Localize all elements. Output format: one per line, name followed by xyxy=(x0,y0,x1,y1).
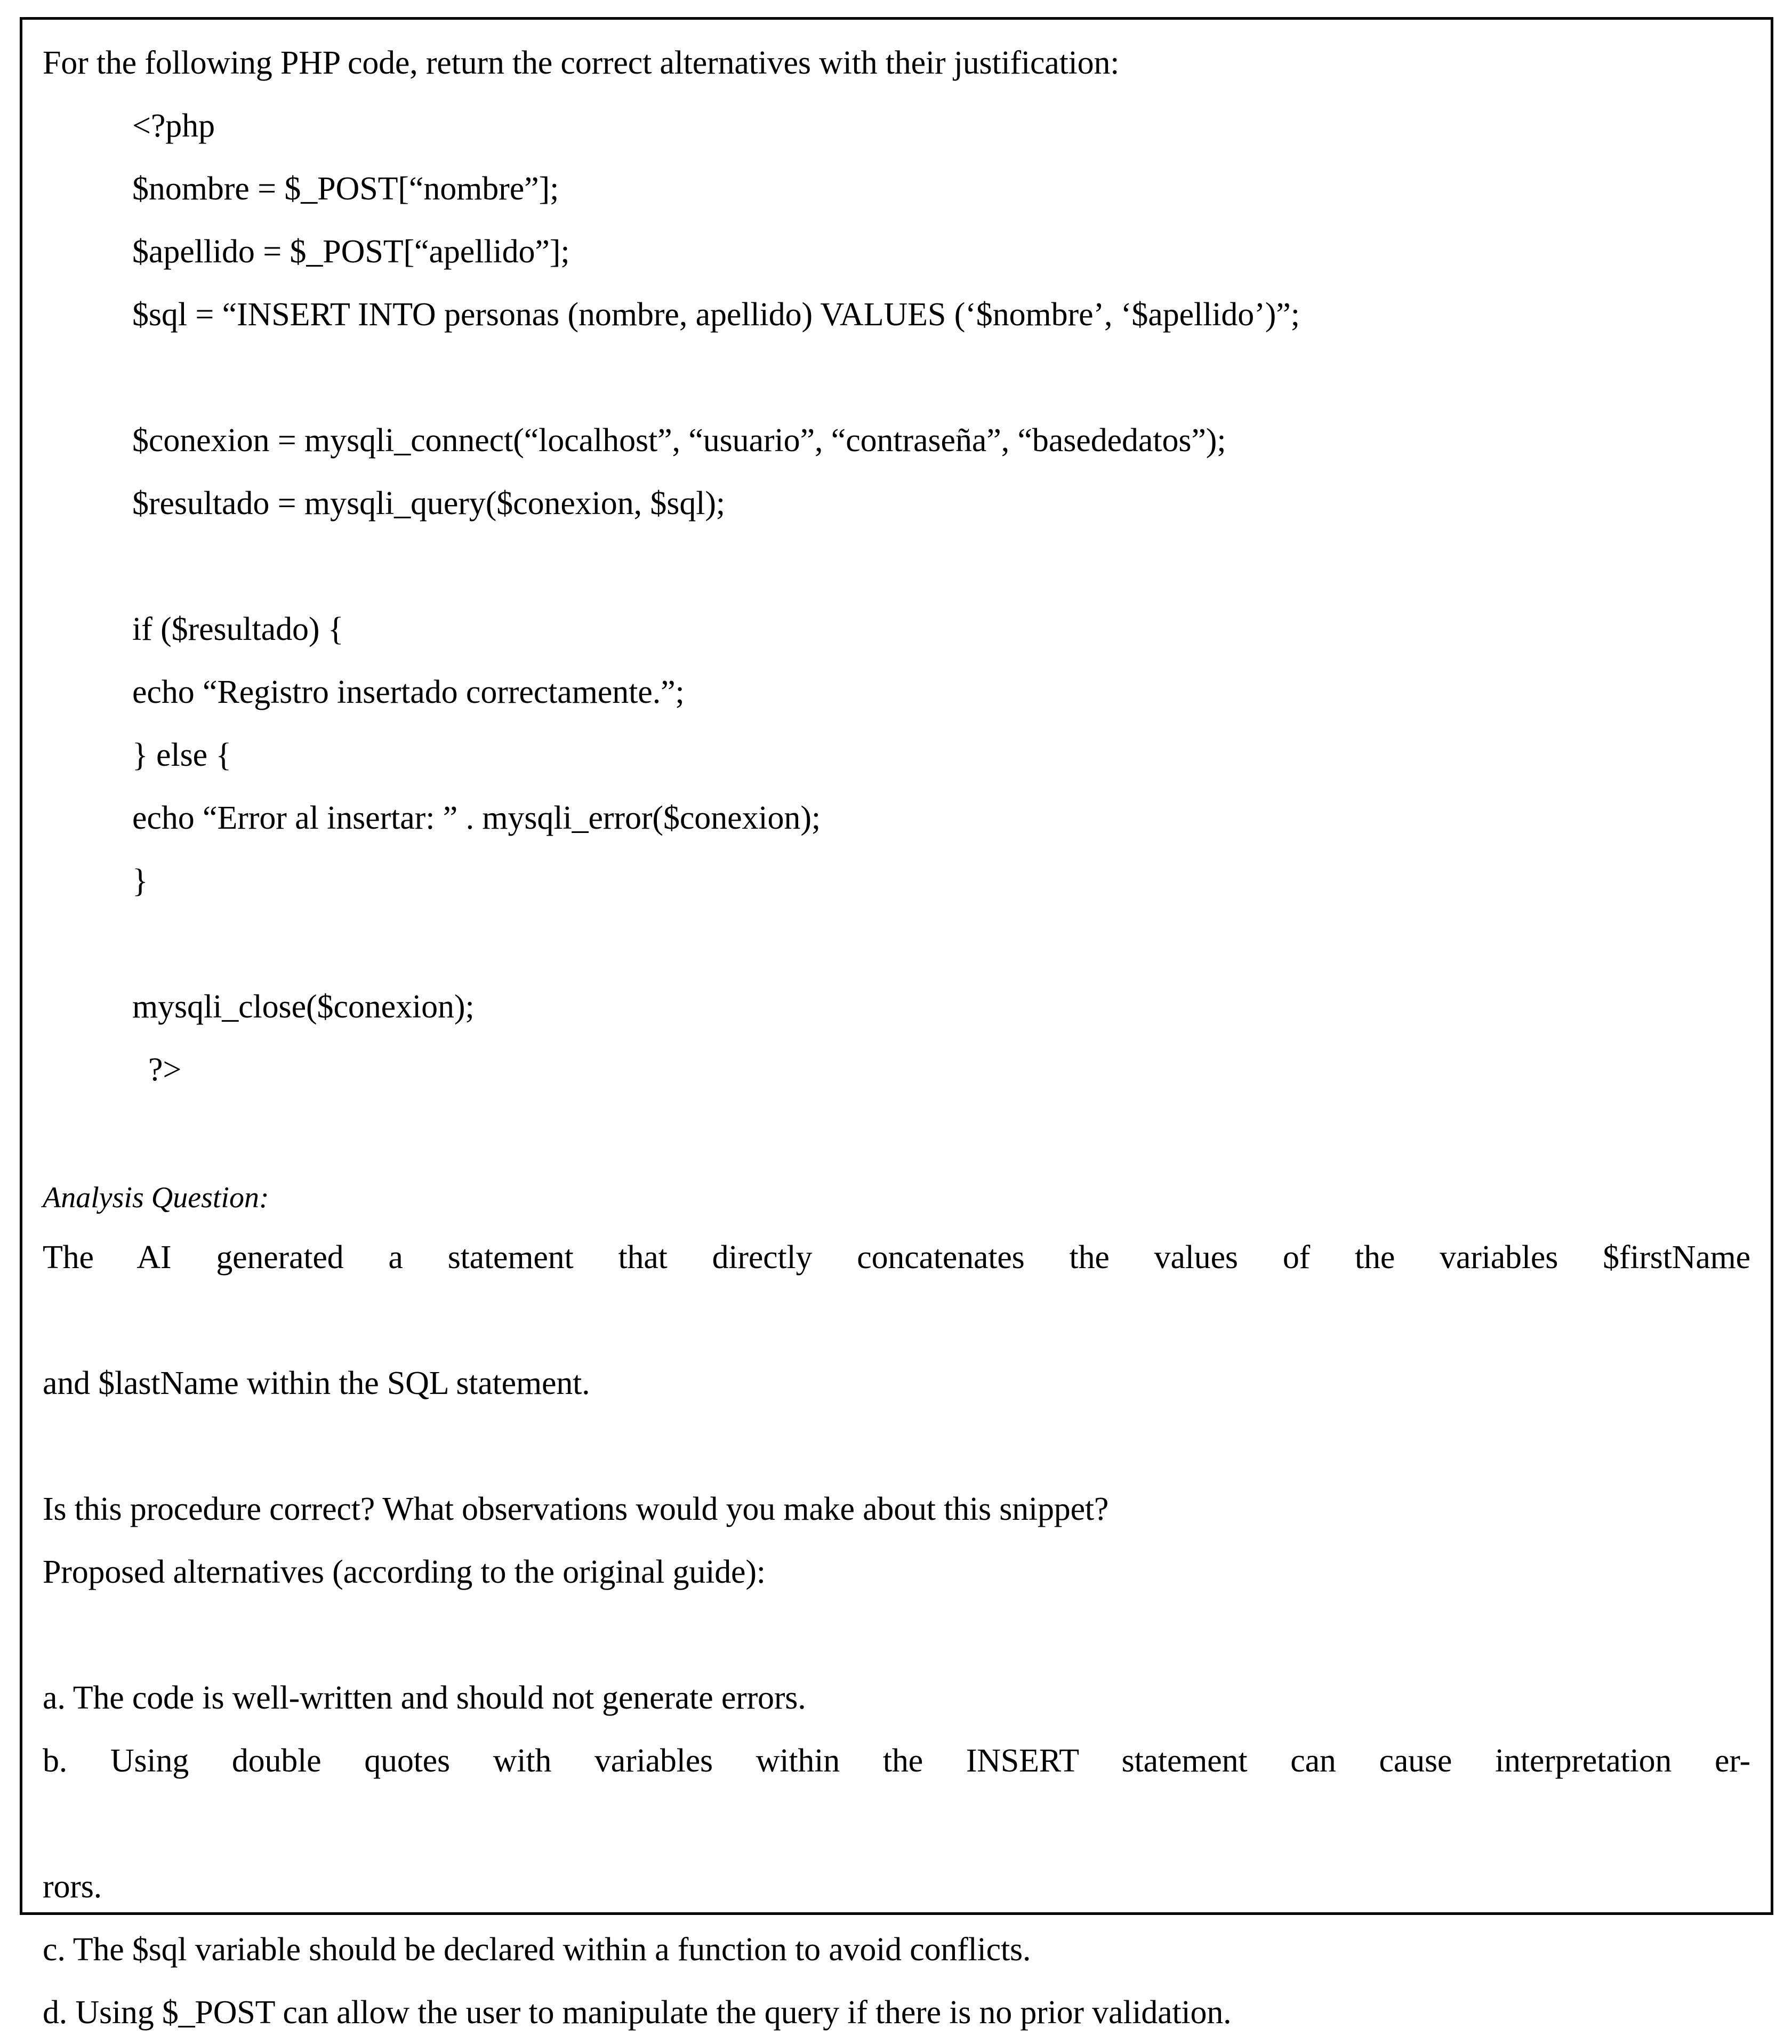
option-d-line-1: d. Using $_POST can allow the user to manipulate the query if there is no prior validation. xyxy=(43,1994,1232,2031)
code-line-mysqli-close: mysqli_close($conexion); xyxy=(132,989,475,1025)
spacer-after-analysis xyxy=(43,1415,1750,1478)
code-line-nombre-assign: $nombre = $_POST[“nombre”]; xyxy=(132,171,559,207)
alternatives-intro-line: Proposed alternatives (according to the original guide): xyxy=(43,1554,766,1590)
option-c xyxy=(43,1918,1750,1981)
code-line-apellido-assign: $apellido = $_POST[“apellido”]; xyxy=(132,234,570,270)
code-line-echo-error: echo “Error al insertar: ” . mysqli_error($conexion); xyxy=(132,800,821,836)
spacer-after-code xyxy=(43,1101,1750,1169)
code-line-resultado-assign: $resultado = mysqli_query($conexion, $sql); xyxy=(132,485,726,522)
code-line-blank-2 xyxy=(132,535,1750,598)
code-line-blank-1 xyxy=(132,346,1750,409)
option-a-line-1: a. The code is well-written and should not generate errors. xyxy=(43,1680,806,1716)
document-content xyxy=(22,20,1771,2031)
code-line-conexion-assign: $conexion = mysqli_connect(“localhost”, “usuario”, “contraseña”, “basededatos”); xyxy=(132,422,1226,459)
option-b-line-2: rors. xyxy=(43,1869,102,1905)
code-line-else: } else { xyxy=(132,737,232,773)
option-a xyxy=(43,1666,1750,1729)
code-line-php-open: <?php xyxy=(132,108,215,144)
document-border-frame xyxy=(20,17,1773,2031)
code-line-echo-success: echo “Registro insertado correctamente.”; xyxy=(132,674,685,710)
option-c-line-1: c. The $sql variable should be declared within a function to avoid conflicts. xyxy=(43,1931,1031,1968)
analysis-paragraph-line-1: The AI generated a statement that directly concatenates the values of the variables $firstName xyxy=(43,1239,1750,1276)
spacer-before-options xyxy=(43,1604,1750,1666)
analysis-question-heading: Analysis Question: xyxy=(43,1181,269,1214)
code-line-blank-3 xyxy=(132,912,1750,975)
analysis-paragraph-line-2: and $lastName within the SQL statement. xyxy=(43,1365,590,1401)
procedure-question-line: Is this procedure correct? What observations would you make about this snippet? xyxy=(43,1491,1109,1527)
code-line-php-close: ?> xyxy=(148,1052,182,1088)
php-code-block xyxy=(43,94,1750,1101)
code-line-sql-assign: $sql = “INSERT INTO personas (nombre, apellido) VALUES (‘$nombre’, ‘$apellido’)”; xyxy=(132,296,1300,333)
analysis-question-paragraph xyxy=(43,1226,1750,1415)
option-d xyxy=(43,1981,1750,2044)
code-line-close-brace: } xyxy=(132,863,148,899)
option-b-line-1: b. Using double quotes with variables within the INSERT statement can cause interpretation er- xyxy=(43,1743,1750,1779)
code-line-if-resultado: if ($resultado) { xyxy=(132,611,344,647)
option-b xyxy=(43,1729,1750,1918)
intro-instruction-text: For the following PHP code, return the correct alternatives with their justification: xyxy=(43,45,1120,81)
